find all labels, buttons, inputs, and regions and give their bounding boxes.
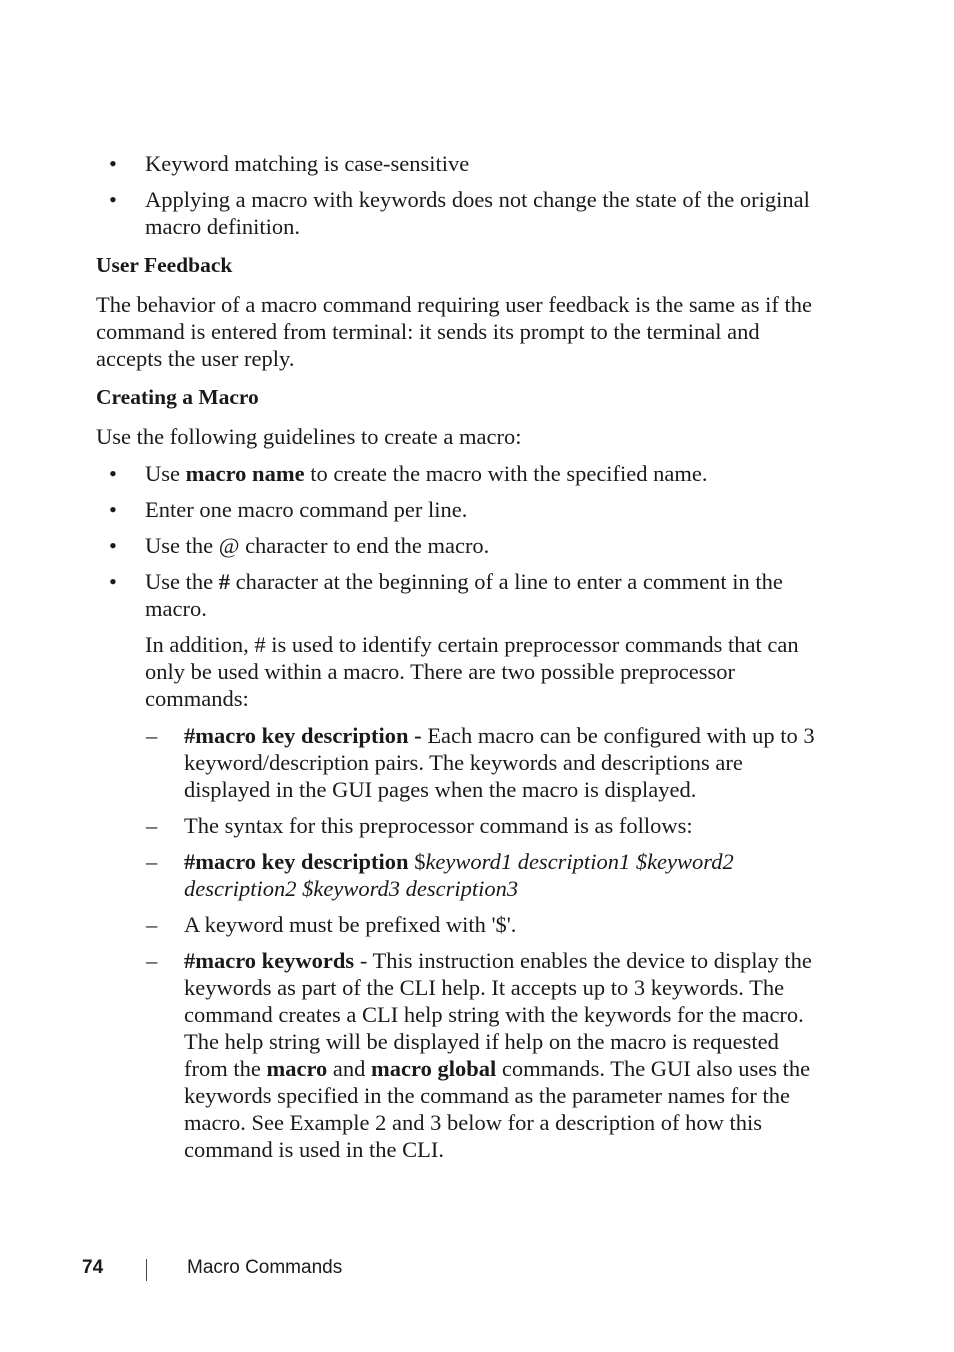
- text-run: Use: [145, 461, 186, 486]
- command-name: macro name: [185, 461, 305, 486]
- command-name: #macro key description -: [184, 723, 422, 748]
- bullet-item: [96, 186, 824, 240]
- section-heading-user-feedback: User Feedback: [96, 253, 233, 277]
- page-number: 74: [82, 1257, 104, 1278]
- footer-title: Macro Commands: [187, 1257, 343, 1278]
- bullet-text: Keyword matching is case-sensitive: [145, 151, 470, 176]
- syntax-arguments: keyword1 description1 $keyword2 description2 $keyword3 description3: [184, 849, 734, 901]
- bullet-item: [96, 460, 824, 487]
- command-name: #macro keywords: [184, 948, 355, 973]
- bullet-item: [96, 532, 824, 559]
- paragraph-intro: Use the following guidelines to create a macro:: [96, 424, 522, 449]
- text-run: Use the: [145, 569, 219, 594]
- text-run: A keyword must be prefixed with '$'.: [184, 912, 517, 937]
- command-name: macro global: [371, 1056, 497, 1081]
- hash-symbol: #: [218, 569, 230, 594]
- footer-divider: [146, 1259, 147, 1281]
- text-run: commands. The GUI also uses the keywords specified in the command as the parameter names for the macro. See Example 2 and 3 below for a description of how this command is used in the CLI.: [184, 1056, 811, 1162]
- bullet-text: Use the @ character to end the macro.: [145, 533, 490, 558]
- bullet-item: [96, 568, 824, 622]
- bullet-text: Enter one macro command per line.: [145, 497, 468, 522]
- paragraph-addition: In addition, # is used to identify certain preprocessor commands that can only be used within a macro. There are two possible preprocessor commands:: [145, 632, 799, 711]
- text-run: The syntax for this preprocessor command is as follows:: [184, 813, 693, 838]
- paragraph-user-feedback: The behavior of a macro command requiring user feedback is the same as if the command is entered from terminal: it sends its prompt to the terminal and accepts the user reply.: [96, 292, 812, 371]
- section-heading-creating-macro: Creating a Macro: [96, 385, 259, 409]
- command-name: #macro key description: [184, 849, 409, 874]
- dash-item: [96, 848, 824, 902]
- dash-item: [96, 947, 824, 1163]
- text-run: Each macro can be configured with up to 3 keyword/description pairs. The keywords and descriptions are displayed in the GUI pages when the macro is displayed.: [184, 723, 815, 802]
- dash-item: [96, 722, 824, 803]
- text-run: - This instruction enables the device to display the keywords as part of the CLI help. It accepts up to 3 keywords. The command creates a CLI help string with the keywords for the macro. The help string will be displayed if help on the macro is requested from the: [184, 948, 812, 1081]
- dash-item: [96, 812, 824, 839]
- page-content: [96, 150, 824, 1172]
- text-run: to create the macro with the specified name.: [304, 461, 708, 486]
- bullet-item: [96, 150, 824, 177]
- text-run: and: [327, 1056, 372, 1081]
- dash-item: [96, 911, 824, 938]
- text-run: character at the beginning of a line to enter a comment in the macro.: [145, 569, 783, 621]
- bullet-text: Applying a macro with keywords does not change the state of the original macro definition.: [145, 187, 810, 239]
- bullet-item: [96, 496, 824, 523]
- command-name: macro: [266, 1056, 328, 1081]
- text-run: $: [408, 849, 426, 874]
